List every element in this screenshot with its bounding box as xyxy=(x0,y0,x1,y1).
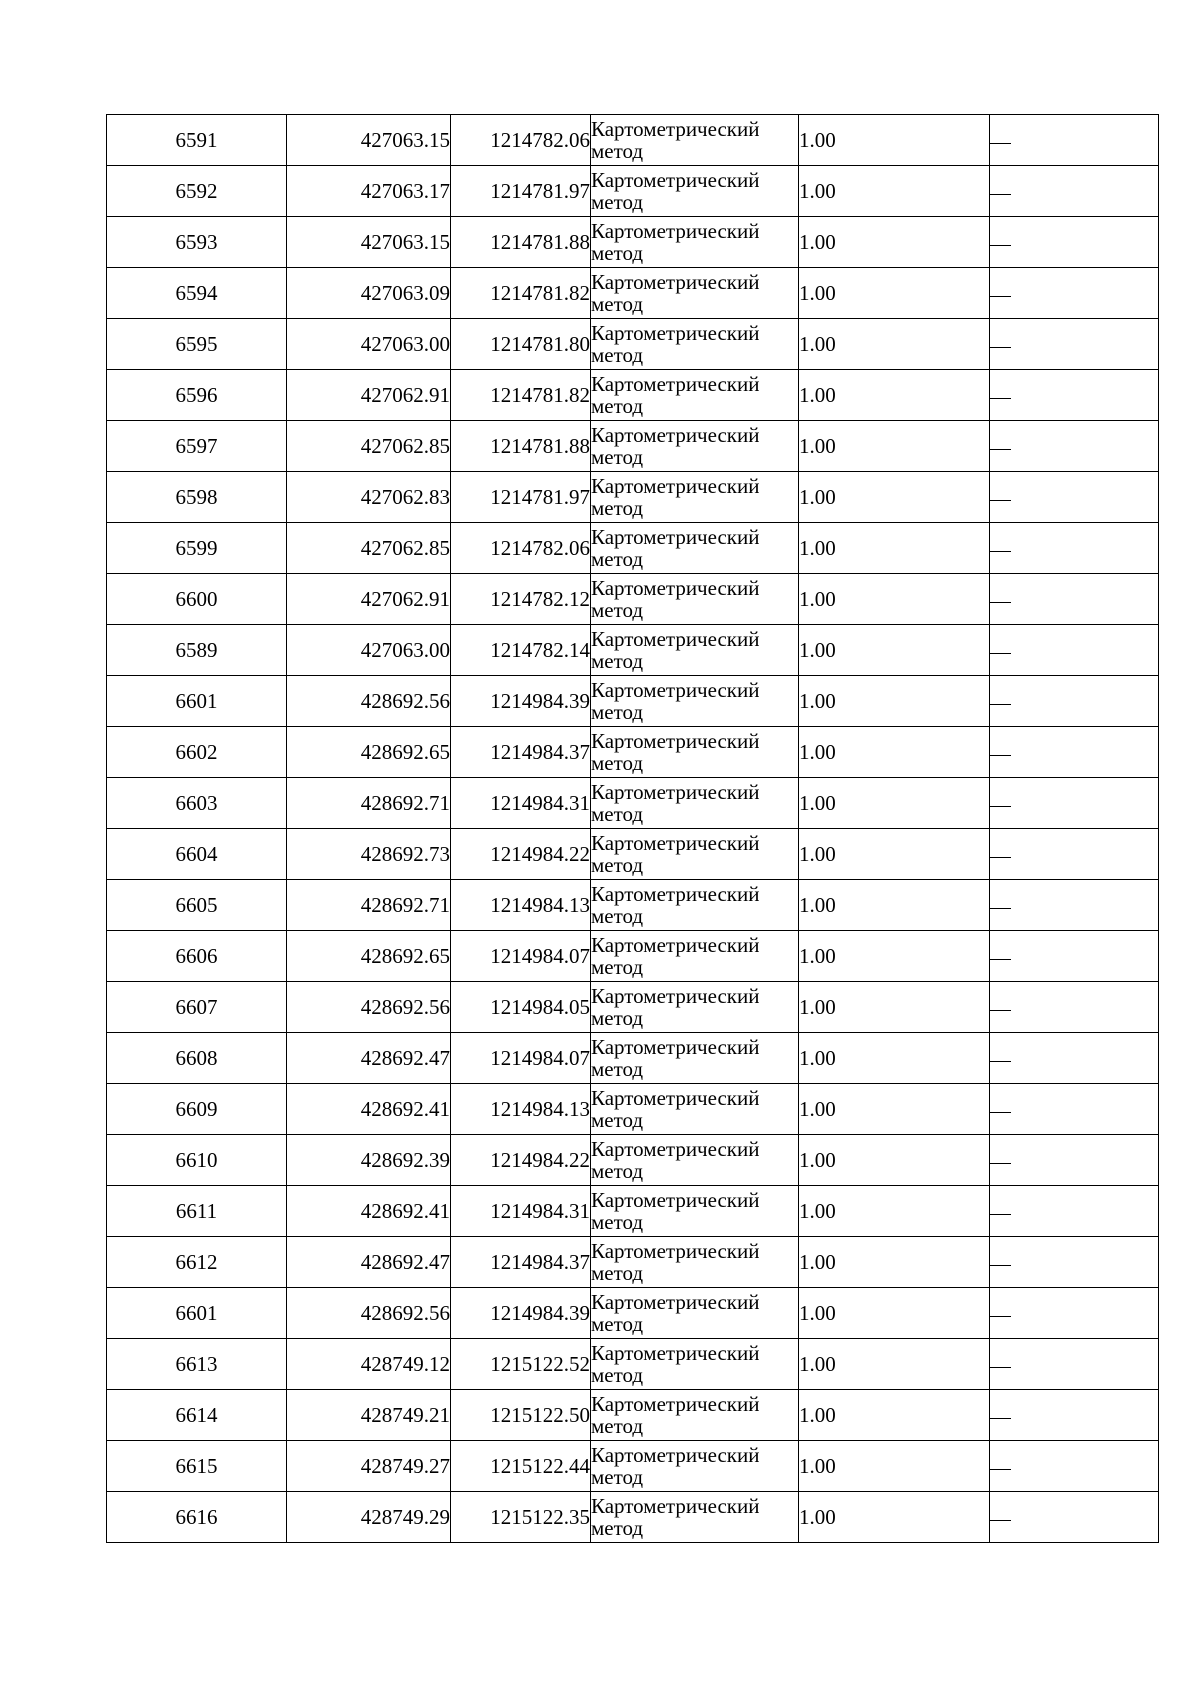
x-coordinate-cell: 427063.17 xyxy=(287,166,451,217)
method-cell xyxy=(591,982,799,1033)
x-coordinate-cell: 428692.41 xyxy=(287,1186,451,1237)
dash-mark xyxy=(990,500,1011,501)
method-line-1: Картометрический xyxy=(591,1035,760,1059)
method-cell xyxy=(591,319,799,370)
method-line-2: метод xyxy=(591,547,644,571)
method-line-2: метод xyxy=(591,1159,644,1183)
point-number-cell: 6601 xyxy=(107,1288,287,1339)
accuracy-cell: 1.00 xyxy=(799,523,990,574)
point-number-cell: 6593 xyxy=(107,217,287,268)
method-cell xyxy=(591,1237,799,1288)
method-line-1: Картометрический xyxy=(591,321,760,345)
method-line-1: Картометрический xyxy=(591,1494,760,1518)
method-cell xyxy=(591,166,799,217)
method-line-2: метод xyxy=(591,1516,644,1540)
method-line-1: Картометрический xyxy=(591,1239,760,1263)
point-number-cell: 6598 xyxy=(107,472,287,523)
note-cell xyxy=(990,574,1159,625)
point-number-cell: 6592 xyxy=(107,166,287,217)
method-line-2: метод xyxy=(591,751,644,775)
dash-mark xyxy=(990,653,1011,654)
point-number-cell: 6603 xyxy=(107,778,287,829)
table-row xyxy=(107,1084,1159,1135)
method-line-2: метод xyxy=(591,955,644,979)
method-line-2: метод xyxy=(591,1006,644,1030)
method-line-1: Картометрический xyxy=(591,525,760,549)
method-line-1: Картометрический xyxy=(591,780,760,804)
method-cell xyxy=(591,931,799,982)
method-cell xyxy=(591,778,799,829)
table-row xyxy=(107,727,1159,778)
table-row xyxy=(107,217,1159,268)
dash-mark xyxy=(990,1469,1011,1470)
table-row xyxy=(107,676,1159,727)
dash-mark xyxy=(990,1010,1011,1011)
table-row xyxy=(107,1135,1159,1186)
y-coordinate-cell: 1214984.31 xyxy=(451,778,591,829)
y-coordinate-cell: 1214984.07 xyxy=(451,1033,591,1084)
dash-mark xyxy=(990,1367,1011,1368)
dash-mark xyxy=(990,704,1011,705)
y-coordinate-cell: 1214984.39 xyxy=(451,1288,591,1339)
method-line-2: метод xyxy=(591,496,644,520)
accuracy-cell: 1.00 xyxy=(799,931,990,982)
method-line-1: Картометрический xyxy=(591,372,760,396)
dash-mark xyxy=(990,347,1011,348)
note-cell xyxy=(990,370,1159,421)
x-coordinate-cell: 427062.91 xyxy=(287,574,451,625)
method-line-1: Картометрический xyxy=(591,576,760,600)
table-row xyxy=(107,370,1159,421)
accuracy-cell: 1.00 xyxy=(799,1135,990,1186)
method-line-1: Картометрический xyxy=(591,984,760,1008)
accuracy-cell: 1.00 xyxy=(799,268,990,319)
method-line-1: Картометрический xyxy=(591,1137,760,1161)
note-cell xyxy=(990,625,1159,676)
dash-mark xyxy=(990,602,1011,603)
point-number-cell: 6616 xyxy=(107,1492,287,1543)
method-cell xyxy=(591,1339,799,1390)
x-coordinate-cell: 428749.29 xyxy=(287,1492,451,1543)
method-cell xyxy=(591,1135,799,1186)
note-cell xyxy=(990,1135,1159,1186)
method-line-1: Картометрический xyxy=(591,729,760,753)
y-coordinate-cell: 1214984.13 xyxy=(451,1084,591,1135)
table-row xyxy=(107,268,1159,319)
method-line-1: Картометрический xyxy=(591,831,760,855)
note-cell xyxy=(990,421,1159,472)
y-coordinate-cell: 1214984.31 xyxy=(451,1186,591,1237)
accuracy-cell: 1.00 xyxy=(799,370,990,421)
point-number-cell: 6609 xyxy=(107,1084,287,1135)
y-coordinate-cell: 1214782.14 xyxy=(451,625,591,676)
x-coordinate-cell: 428692.71 xyxy=(287,880,451,931)
method-line-2: метод xyxy=(591,1261,644,1285)
method-line-1: Картометрический xyxy=(591,1341,760,1365)
table-row xyxy=(107,880,1159,931)
y-coordinate-cell: 1215122.44 xyxy=(451,1441,591,1492)
method-cell xyxy=(591,1288,799,1339)
method-line-1: Картометрический xyxy=(591,168,760,192)
method-line-2: метод xyxy=(591,802,644,826)
accuracy-cell: 1.00 xyxy=(799,778,990,829)
y-coordinate-cell: 1215122.52 xyxy=(451,1339,591,1390)
x-coordinate-cell: 428692.71 xyxy=(287,778,451,829)
method-cell xyxy=(591,217,799,268)
y-coordinate-cell: 1214782.06 xyxy=(451,523,591,574)
table-row xyxy=(107,523,1159,574)
method-line-2: метод xyxy=(591,1363,644,1387)
method-line-2: метод xyxy=(591,904,644,928)
y-coordinate-cell: 1214781.80 xyxy=(451,319,591,370)
y-coordinate-cell: 1214984.13 xyxy=(451,880,591,931)
note-cell xyxy=(990,1033,1159,1084)
y-coordinate-cell: 1214781.82 xyxy=(451,268,591,319)
note-cell xyxy=(990,931,1159,982)
method-line-1: Картометрический xyxy=(591,882,760,906)
y-coordinate-cell: 1214781.82 xyxy=(451,370,591,421)
note-cell xyxy=(990,472,1159,523)
method-line-1: Картометрический xyxy=(591,219,760,243)
dash-mark xyxy=(990,1316,1011,1317)
table-row xyxy=(107,319,1159,370)
table-row xyxy=(107,931,1159,982)
accuracy-cell: 1.00 xyxy=(799,472,990,523)
dash-mark xyxy=(990,1061,1011,1062)
point-number-cell: 6604 xyxy=(107,829,287,880)
dash-mark xyxy=(990,1418,1011,1419)
note-cell xyxy=(990,166,1159,217)
point-number-cell: 6589 xyxy=(107,625,287,676)
accuracy-cell: 1.00 xyxy=(799,1441,990,1492)
point-number-cell: 6596 xyxy=(107,370,287,421)
y-coordinate-cell: 1214984.07 xyxy=(451,931,591,982)
accuracy-cell: 1.00 xyxy=(799,1186,990,1237)
note-cell xyxy=(990,829,1159,880)
accuracy-cell: 1.00 xyxy=(799,625,990,676)
method-line-2: метод xyxy=(591,853,644,877)
x-coordinate-cell: 428692.47 xyxy=(287,1237,451,1288)
note-cell xyxy=(990,778,1159,829)
note-cell xyxy=(990,1492,1159,1543)
method-line-1: Картометрический xyxy=(591,423,760,447)
table-row xyxy=(107,829,1159,880)
note-cell xyxy=(990,1339,1159,1390)
table-row xyxy=(107,421,1159,472)
x-coordinate-cell: 427062.85 xyxy=(287,523,451,574)
method-cell xyxy=(591,1441,799,1492)
x-coordinate-cell: 427062.91 xyxy=(287,370,451,421)
accuracy-cell: 1.00 xyxy=(799,574,990,625)
note-cell xyxy=(990,1237,1159,1288)
method-cell xyxy=(591,370,799,421)
method-line-1: Картометрический xyxy=(591,270,760,294)
accuracy-cell: 1.00 xyxy=(799,421,990,472)
dash-mark xyxy=(990,551,1011,552)
point-number-cell: 6599 xyxy=(107,523,287,574)
point-number-cell: 6608 xyxy=(107,1033,287,1084)
note-cell xyxy=(990,727,1159,778)
coordinates-table-body xyxy=(107,115,1159,1543)
point-number-cell: 6615 xyxy=(107,1441,287,1492)
note-cell xyxy=(990,115,1159,166)
y-coordinate-cell: 1214782.06 xyxy=(451,115,591,166)
coordinates-table xyxy=(106,114,1159,1543)
x-coordinate-cell: 428692.65 xyxy=(287,931,451,982)
y-coordinate-cell: 1214781.97 xyxy=(451,472,591,523)
point-number-cell: 6607 xyxy=(107,982,287,1033)
method-line-2: метод xyxy=(591,1108,644,1132)
dash-mark xyxy=(990,143,1011,144)
method-line-2: метод xyxy=(591,1210,644,1234)
x-coordinate-cell: 428692.56 xyxy=(287,1288,451,1339)
table-row xyxy=(107,1186,1159,1237)
accuracy-cell: 1.00 xyxy=(799,1237,990,1288)
dash-mark xyxy=(990,398,1011,399)
x-coordinate-cell: 427063.15 xyxy=(287,217,451,268)
method-line-2: метод xyxy=(591,139,644,163)
accuracy-cell: 1.00 xyxy=(799,166,990,217)
method-line-2: метод xyxy=(591,649,644,673)
x-coordinate-cell: 428692.39 xyxy=(287,1135,451,1186)
point-number-cell: 6600 xyxy=(107,574,287,625)
x-coordinate-cell: 428692.73 xyxy=(287,829,451,880)
method-line-1: Картометрический xyxy=(591,627,760,651)
y-coordinate-cell: 1214781.88 xyxy=(451,421,591,472)
method-line-1: Картометрический xyxy=(591,1290,760,1314)
note-cell xyxy=(990,268,1159,319)
x-coordinate-cell: 428692.56 xyxy=(287,676,451,727)
method-line-2: метод xyxy=(591,1414,644,1438)
note-cell xyxy=(990,982,1159,1033)
method-line-2: метод xyxy=(591,241,644,265)
y-coordinate-cell: 1214782.12 xyxy=(451,574,591,625)
point-number-cell: 6597 xyxy=(107,421,287,472)
method-cell xyxy=(591,268,799,319)
method-cell xyxy=(591,880,799,931)
note-cell xyxy=(990,880,1159,931)
point-number-cell: 6606 xyxy=(107,931,287,982)
point-number-cell: 6611 xyxy=(107,1186,287,1237)
method-cell xyxy=(591,523,799,574)
method-cell xyxy=(591,1390,799,1441)
point-number-cell: 6601 xyxy=(107,676,287,727)
table-row xyxy=(107,166,1159,217)
dash-mark xyxy=(990,245,1011,246)
table-row xyxy=(107,982,1159,1033)
point-number-cell: 6591 xyxy=(107,115,287,166)
method-line-1: Картометрический xyxy=(591,117,760,141)
x-coordinate-cell: 427062.85 xyxy=(287,421,451,472)
method-cell xyxy=(591,472,799,523)
table-row xyxy=(107,778,1159,829)
x-coordinate-cell: 428692.41 xyxy=(287,1084,451,1135)
point-number-cell: 6612 xyxy=(107,1237,287,1288)
y-coordinate-cell: 1214984.39 xyxy=(451,676,591,727)
dash-mark xyxy=(990,806,1011,807)
y-coordinate-cell: 1214984.22 xyxy=(451,829,591,880)
method-cell xyxy=(591,829,799,880)
method-line-2: метод xyxy=(591,598,644,622)
dash-mark xyxy=(990,755,1011,756)
accuracy-cell: 1.00 xyxy=(799,1288,990,1339)
dash-mark xyxy=(990,908,1011,909)
method-cell xyxy=(591,625,799,676)
method-line-1: Картометрический xyxy=(591,933,760,957)
dash-mark xyxy=(990,1163,1011,1164)
dash-mark xyxy=(990,1214,1011,1215)
accuracy-cell: 1.00 xyxy=(799,1033,990,1084)
note-cell xyxy=(990,523,1159,574)
x-coordinate-cell: 427063.09 xyxy=(287,268,451,319)
table-row xyxy=(107,1441,1159,1492)
point-number-cell: 6595 xyxy=(107,319,287,370)
y-coordinate-cell: 1215122.50 xyxy=(451,1390,591,1441)
point-number-cell: 6605 xyxy=(107,880,287,931)
table-row xyxy=(107,1288,1159,1339)
method-line-2: метод xyxy=(591,394,644,418)
method-line-2: метод xyxy=(591,1465,644,1489)
point-number-cell: 6613 xyxy=(107,1339,287,1390)
method-line-2: метод xyxy=(591,1057,644,1081)
x-coordinate-cell: 428749.27 xyxy=(287,1441,451,1492)
accuracy-cell: 1.00 xyxy=(799,1390,990,1441)
table-row xyxy=(107,1492,1159,1543)
accuracy-cell: 1.00 xyxy=(799,829,990,880)
method-cell xyxy=(591,1084,799,1135)
x-coordinate-cell: 427063.15 xyxy=(287,115,451,166)
method-line-2: метод xyxy=(591,445,644,469)
method-line-1: Картометрический xyxy=(591,474,760,498)
method-line-2: метод xyxy=(591,190,644,214)
point-number-cell: 6602 xyxy=(107,727,287,778)
x-coordinate-cell: 428692.65 xyxy=(287,727,451,778)
y-coordinate-cell: 1214984.22 xyxy=(451,1135,591,1186)
table-row xyxy=(107,625,1159,676)
note-cell xyxy=(990,1441,1159,1492)
dash-mark xyxy=(990,1265,1011,1266)
note-cell xyxy=(990,319,1159,370)
accuracy-cell: 1.00 xyxy=(799,217,990,268)
x-coordinate-cell: 427063.00 xyxy=(287,625,451,676)
method-cell xyxy=(591,676,799,727)
x-coordinate-cell: 428749.21 xyxy=(287,1390,451,1441)
method-line-2: метод xyxy=(591,343,644,367)
y-coordinate-cell: 1215122.35 xyxy=(451,1492,591,1543)
accuracy-cell: 1.00 xyxy=(799,1339,990,1390)
y-coordinate-cell: 1214781.97 xyxy=(451,166,591,217)
method-cell xyxy=(591,574,799,625)
method-line-1: Картометрический xyxy=(591,1188,760,1212)
note-cell xyxy=(990,1186,1159,1237)
dash-mark xyxy=(990,1520,1011,1521)
note-cell xyxy=(990,1390,1159,1441)
method-line-1: Картометрический xyxy=(591,1086,760,1110)
x-coordinate-cell: 427063.00 xyxy=(287,319,451,370)
point-number-cell: 6614 xyxy=(107,1390,287,1441)
accuracy-cell: 1.00 xyxy=(799,982,990,1033)
accuracy-cell: 1.00 xyxy=(799,727,990,778)
method-cell xyxy=(591,1033,799,1084)
dash-mark xyxy=(990,296,1011,297)
dash-mark xyxy=(990,194,1011,195)
dash-mark xyxy=(990,959,1011,960)
table-row xyxy=(107,115,1159,166)
dash-mark xyxy=(990,449,1011,450)
accuracy-cell: 1.00 xyxy=(799,319,990,370)
accuracy-cell: 1.00 xyxy=(799,1492,990,1543)
table-row xyxy=(107,1339,1159,1390)
dash-mark xyxy=(990,1112,1011,1113)
note-cell xyxy=(990,217,1159,268)
method-line-2: метод xyxy=(591,700,644,724)
point-number-cell: 6610 xyxy=(107,1135,287,1186)
table-row xyxy=(107,472,1159,523)
x-coordinate-cell: 427062.83 xyxy=(287,472,451,523)
y-coordinate-cell: 1214984.37 xyxy=(451,1237,591,1288)
method-line-1: Картометрический xyxy=(591,678,760,702)
method-line-1: Картометрический xyxy=(591,1392,760,1416)
accuracy-cell: 1.00 xyxy=(799,676,990,727)
note-cell xyxy=(990,1288,1159,1339)
table-row xyxy=(107,1390,1159,1441)
accuracy-cell: 1.00 xyxy=(799,115,990,166)
method-cell xyxy=(591,1186,799,1237)
x-coordinate-cell: 428692.56 xyxy=(287,982,451,1033)
method-line-2: метод xyxy=(591,1312,644,1336)
note-cell xyxy=(990,676,1159,727)
point-number-cell: 6594 xyxy=(107,268,287,319)
method-cell xyxy=(591,727,799,778)
x-coordinate-cell: 428692.47 xyxy=(287,1033,451,1084)
y-coordinate-cell: 1214781.88 xyxy=(451,217,591,268)
dash-mark xyxy=(990,857,1011,858)
table-row xyxy=(107,1237,1159,1288)
y-coordinate-cell: 1214984.05 xyxy=(451,982,591,1033)
note-cell xyxy=(990,1084,1159,1135)
method-line-1: Картометрический xyxy=(591,1443,760,1467)
accuracy-cell: 1.00 xyxy=(799,880,990,931)
accuracy-cell: 1.00 xyxy=(799,1084,990,1135)
method-line-2: метод xyxy=(591,292,644,316)
method-cell xyxy=(591,421,799,472)
method-cell xyxy=(591,115,799,166)
table-row xyxy=(107,574,1159,625)
y-coordinate-cell: 1214984.37 xyxy=(451,727,591,778)
x-coordinate-cell: 428749.12 xyxy=(287,1339,451,1390)
method-cell xyxy=(591,1492,799,1543)
table-row xyxy=(107,1033,1159,1084)
